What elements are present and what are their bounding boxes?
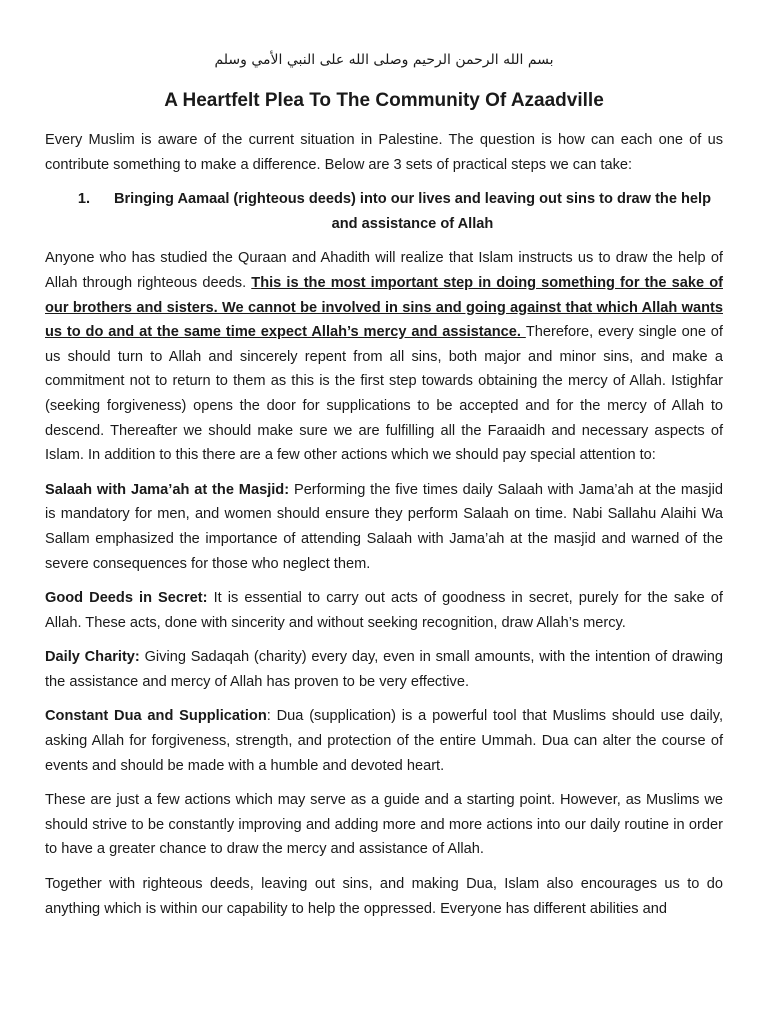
page-title: A Heartfelt Plea To The Community Of Azaadville bbox=[164, 90, 604, 111]
guide-paragraph: These are just a few actions which may serve as a guide and a starting point. However, as Muslims we should strive to be constantly improving and adding more and more actions into our daily routine in order to have a greater chance to draw the mercy and assistance of Allah. bbox=[45, 792, 723, 858]
step-1-heading bbox=[45, 187, 723, 236]
step-1-heading-text: Bringing Aamaal (righteous deeds) into our lives and leaving out sins to draw the help and assistance of Allah bbox=[113, 191, 712, 232]
salaah-paragraph bbox=[45, 478, 723, 576]
charity-paragraph bbox=[45, 645, 723, 694]
repentance-paragraph bbox=[45, 246, 723, 467]
repentance-text-start: Anyone who has studied the Quraan and Ahadith will realize that Islam instructs us to draw the help of Allah through righteous deeds. bbox=[45, 250, 723, 291]
repentance-emphasis: This is the most important step in doing something for the sake of our brothers and sisters. We cannot be involved in sins and going against that which Allah wants us to do and at the same time expect Allah’s mercy and assistance. bbox=[45, 274, 723, 341]
repentance-text-end: Therefore, every single one of us should turn to Allah and sincerely repent from all sins, both major and minor sins, and make a commitment not to return to them as this is the first step towards obtaining the mercy of Allah. Istighfar (seeking forgiveness) opens the door for supplications to be accepted and for the mercy of Allah to descend. Thereafter we should make sure we are fulfilling all the Faraaidh and necessary aspects of Islam. In addition to this there are a few other actions which we should pay special attention to: bbox=[45, 324, 723, 464]
dua-text: : Dua (supplication) is a powerful tool that Muslims should use daily, asking Allah for forgiveness, strength, and protection of the entire Ummah. Dua can alter the course of events and should be made with a humble and devoted heart. bbox=[45, 708, 723, 774]
charity-text: Giving Sadaqah (charity) every day, even in small amounts, with the intention of drawing the assistance and mercy of Allah has proven to be very effective. bbox=[45, 649, 724, 690]
closing-paragraph: Together with righteous deeds, leaving out sins, and making Dua, Islam also encourages us to do anything which is within our capability to help the oppressed. Everyone has different abilities and bbox=[45, 876, 723, 917]
step-1-number: 1. bbox=[77, 191, 90, 208]
intro-paragraph: Every Muslim is aware of the current situation in Palestine. The question is how can each one of us contribute something to make a difference. Below are 3 sets of practical steps we can take: bbox=[45, 132, 723, 173]
dua-paragraph bbox=[45, 704, 723, 778]
salaah-text: Performing the five times daily Salaah with Jama’ah at the masjid is mandatory for men, and women should ensure they perform Salaah on time. Nabi Sallahu Alaihi Wa Sallam emphasized the importance of attending Salaah with Jama’ah at the masjid and warned of the severe consequences for those who neglect them. bbox=[45, 481, 723, 572]
secret-deeds-paragraph bbox=[45, 586, 723, 635]
dua-label: Constant Dua and Supplication bbox=[45, 708, 267, 725]
bismillah-heading: بسم الله الرحمن الرحيم وصلى الله على النبي الأمي وسلم bbox=[214, 52, 554, 68]
secret-deeds-label: Good Deeds in Secret: bbox=[45, 590, 208, 607]
charity-label: Daily Charity: bbox=[45, 649, 140, 666]
secret-deeds-text: It is essential to carry out acts of goodness in secret, purely for the sake of Allah. These acts, done with sincerity and without seeking recognition, draw Allah’s mercy. bbox=[45, 590, 723, 631]
salaah-label: Salaah with Jama’ah at the Masjid: bbox=[45, 481, 290, 498]
